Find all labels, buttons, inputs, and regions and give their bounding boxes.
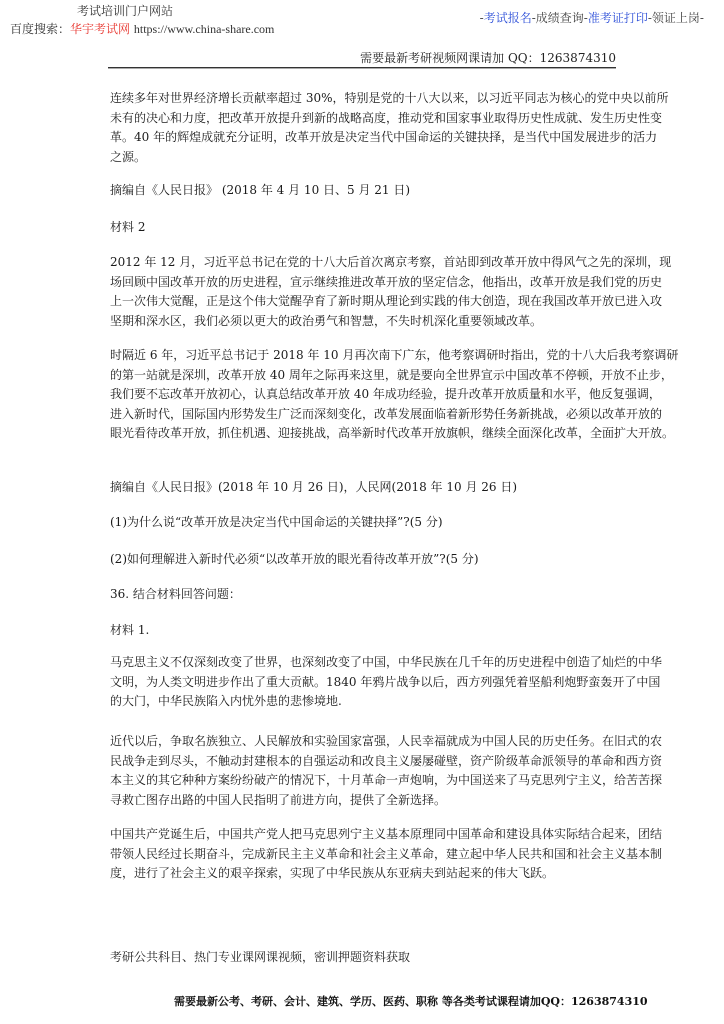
text-line: 近代以后，争取名族独立、人民解放和实验国家富强，人民幸福就成为中国人民的历史任务。在旧式的农 <box>110 734 663 748</box>
text-line: 场回顾中国改革开放的历史进程，宣示继续推进改革开放的坚定信念，他指出，改革开放是我们党的历史 <box>110 274 663 289</box>
text-line: 上一次伟大觉醒，正是这个伟大觉醒孕育了新时期从理论到实践的伟大创造，现在我国改革开放已进入攻 <box>110 294 663 308</box>
text-line: 本主义的其它种种方案纷纷破产的情况下，十月革命一声炮响，为中国送来了马克思列宁主义，给苦苦探 <box>110 773 663 787</box>
text-line: 文明，为人类文明进步作出了重大贡献。1840 年鸦片战争以后，西方列强凭着坚船利炮野蛮轰开了中国 <box>110 674 661 689</box>
paragraph-2 <box>110 253 672 331</box>
search-label: 百度搜索： <box>10 22 71 36</box>
text-line: 进入新时代，国际国内形势发生广泛而深刻变化，改革发展面临着新形势任务新挑战，必须以改革开放的 <box>110 406 663 421</box>
text-line: 坚期和深水区，我们必须以更大的政治勇气和智慧，不失时机深化重要领域改革。 <box>110 313 543 328</box>
nav-link-exam-registration[interactable]: 考试报名 <box>483 11 532 25</box>
paragraph-4 <box>110 653 663 712</box>
search-brand-link[interactable]: 华宇考试网 <box>70 22 131 36</box>
footer-qq-contact: 需要最新公考、考研、会计、建筑、学历、医药、职称 等各类考试课程请加QQ：1263874310 <box>174 995 648 1008</box>
material-1-label: 材料 1. <box>110 623 150 637</box>
text-line: 时隔近 6 年，习近平总书记于 2018 年 10 月再次南下广东，他考察调研时指出，党的十八大后我考察调研 <box>110 348 679 362</box>
text-line: 革。40 年的辉煌成就充分证明，改革开放是决定当代中国命运的关键抉择，是当代中国发展进步的活力 <box>110 130 658 144</box>
source-citation-2: 摘编自《人民日报》(2018 年 10 月 26 日)，人民网(2018 年 10 月 26 日) <box>110 480 518 494</box>
footer-note: 考研公共科目、热门专业课网课视频，密训押题资料获取 <box>110 950 411 964</box>
question-1: (1)为什么说“改革开放是决定当代中国命运的关键抉择”?(5 分) <box>110 515 443 529</box>
text-line: 连续多年对世界经济增长贡献率超过 30%，特别是党的十八大以来，以习近平同志为核心的党中央以前所 <box>110 91 669 105</box>
material-2-label: 材料 2 <box>110 220 146 234</box>
site-title: 考试培训门户网站 <box>77 4 174 18</box>
nav-item-score-query[interactable]: -成绩查询- <box>531 11 588 25</box>
text-line: 的第一站就是深圳，改革开放 40 周年之际再来这里，就是要向全世界宣示中国改革不停顿，开放不止步， <box>110 367 673 382</box>
top-navigation <box>480 9 704 26</box>
text-line: 民战争走到尽头，不触动封建根本的自强运动和改良主义屡屡碰壁，资产阶级革命派领导的革命和西方资 <box>110 753 663 768</box>
nav-item-certificate[interactable]: -领证上岗- <box>647 11 704 25</box>
text-line: 之源。 <box>110 149 147 164</box>
text-line: 度，进行了社会主义的艰辛探索，实现了中华民族从东亚病夫到站起来的伟大飞跃。 <box>110 866 555 880</box>
text-line: 2012 年 12 月，习近平总书记在党的十八大后首次离京考察，首站即到改革开放中得风气之先的深圳，现 <box>110 255 672 269</box>
text-line: 马克思主义不仅深刻改变了世界，也深刻改变了中国，中华民族在几千年的历史进程中创造了灿烂的中华 <box>110 655 663 669</box>
nav-link-admission-ticket[interactable]: 准考证打印 <box>587 11 648 25</box>
text-line: 中国共产党诞生后，中国共产党人把马克思列宁主义基本原理同中国革命和建设具体实际结合起来，团结 <box>110 827 663 841</box>
text-line: 眼光看待改革开放，抓住机遇、迎接挑战，高举新时代改革开放旗帜，继续全面深化改革，全面扩大开放。 <box>110 426 675 440</box>
paragraph-6 <box>110 825 663 884</box>
text-line: 的大门，中华民族陷入内忧外患的悲惨境地. <box>110 694 342 708</box>
paragraph-1 <box>110 89 669 167</box>
text-line: 寻救亡图存出路的中国人民指明了前进方向，提供了全新选择。 <box>110 792 447 807</box>
header-divider <box>108 67 616 69</box>
text-line: 我们要不忘改革开放初心，认真总结改革开放 40 年成功经验，提升改革开放质量和水平，他反复强调， <box>110 387 661 401</box>
site-url-link[interactable]: https://www.china-share.com <box>133 22 275 36</box>
question-36-heading: 36. 结合材料回答问题： <box>110 587 241 601</box>
paragraph-3 <box>110 346 679 444</box>
question-2: (2)如何理解进入新时代必须“以改革开放的眼光看待改革开放”?(5 分) <box>110 552 479 566</box>
paragraph-5 <box>110 732 663 810</box>
text-line: 未有的决心和力度，把改革开放提升到新的战略高度，推动党和国家事业取得历史性成就、发生历史性变 <box>110 110 663 125</box>
qq-contact-header: 需要最新考研视频网课请加 QQ：1263874310 <box>360 51 616 65</box>
source-citation-1: 摘编自《人民日报》 (2018 年 4 月 10 日、5 月 21 日) <box>110 183 411 197</box>
nav-sep: - <box>479 11 484 25</box>
text-line: 带领人民经过长期奋斗，完成新民主主义革命和社会主义革命，建立起中华人民共和国和社会主义基本制 <box>110 846 663 861</box>
search-line <box>10 20 274 37</box>
